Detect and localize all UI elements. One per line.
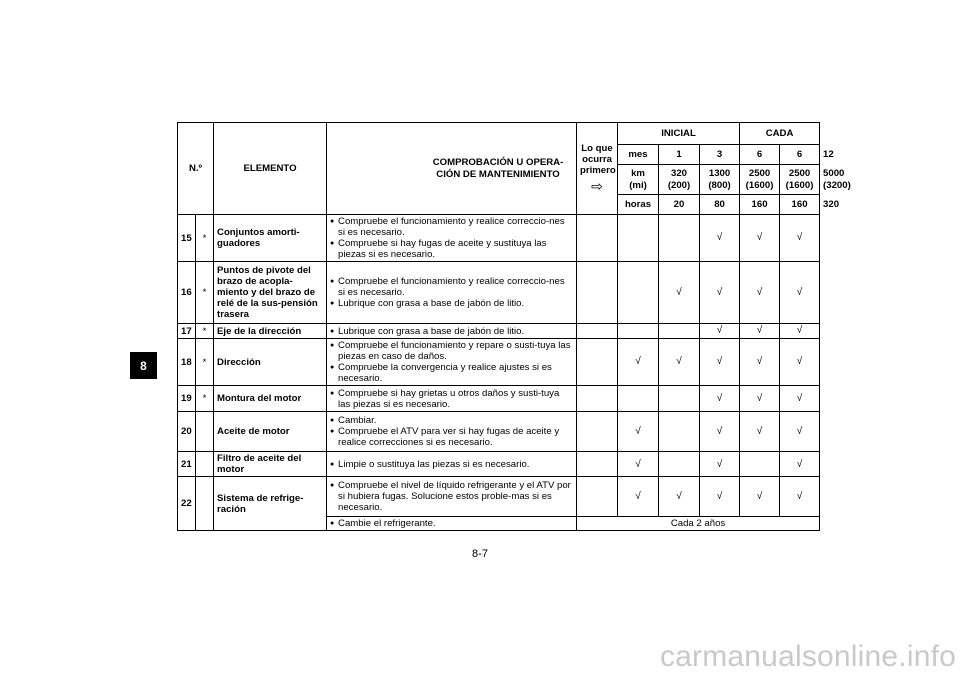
month-cell: 3 [700,145,740,165]
table-row [178,412,820,452]
check-mark: √ [618,452,659,477]
bullet-dot-icon: ● [330,389,335,397]
check-mark [659,215,700,262]
check-mark: √ [780,452,820,477]
row-star: * [196,262,214,324]
operation-text: Compruebe el ATV para ver si hay fugas de aceite y realice correcciones si es necesario. [338,426,560,449]
row-number: 17 [178,324,196,339]
bullet-dot-icon: ● [330,417,335,425]
row-blank [577,339,618,386]
operation-bullet [330,480,573,513]
row-item: Puntos de pivote del brazo de acopla-miento y del brazo de relé de la sus-pensión trasera [214,262,327,324]
km-cell: 320 (200) [659,165,700,195]
row-number: 18 [178,339,196,386]
row-item: Sistema de refrige-ración [214,477,327,531]
row-blank [577,412,618,452]
unit-km-label: km [631,168,645,180]
row-blank [577,262,618,324]
check-mark: √ [700,412,740,452]
row-blank [577,324,618,339]
operation-text: Cambie el refrigerante. [338,518,436,530]
check-mark: √ [700,215,740,262]
arrow-right-icon: ⇨ [591,178,603,194]
header-initial: INICIAL [618,123,740,145]
page-number: 8-7 [472,548,488,560]
bullet-dot-icon: ● [330,520,335,528]
bullet-dot-icon: ● [330,460,335,468]
row-operations [327,517,577,531]
check-mark: √ [700,452,740,477]
table-row [178,452,820,477]
operation-text: Compruebe la convergencia y realice ajustes si es necesario. [338,362,552,385]
unit-mi-label: (mi) [629,179,647,191]
maintenance-table: N.º ELEMENTO COMPROBACIÓN U OPERA-CIÓN DE MANTENIMIENTO Lo que ocurra primero ⇨ INICIAL CADA mes 1 3 6 6 12 km (mi) 320 (200) 1300 (800) 2500 (1600) 2500 (1600) 5000 (3200) horas 20 80 160 160 320 15 * Conjuntos amorti-guadores ● Compruebe el funcionamiento y realice correccio-nes si es necesario. ● Compruebe si hay fugas de aceite y sustituya las piezas si es necesario. √ √ √ 16 * Puntos de pivote del brazo de acopla-miento y del brazo de relé de la sus-pensión trasera ● Compruebe el funcionamiento y realice correccio-nes si es necesario. ● Lubrique con grasa a base de jabón de litio. √ √ √ √ 17 * Eje de la dirección ● Lubrique con grasa a base de jabón de litio. √ √ √ 18 * Dirección ● Compruebe el funcionamiento y repare o susti-tuya las piezas en caso de daños. ● Compruebe la convergencia y realice ajustes si es necesario. √ √ √ √ √ 19 * Montura del motor ● Compruebe si hay grietas u otros daños y susti-tuya las piezas si es necesario. √ √ √ 20 Aceite de motor ● Cambiar. ● Compruebe el ATV para ver si hay fugas de aceite y realice correcciones si es necesario. √ √ √ √ 21 Filtro de aceite del motor ● Limpie o sustituya las piezas si es necesario. √ √ √ 22 Sistema de refrige-ración ● Compruebe el nivel de líquido refrigerante y el ATV por si hubiera fugas. Solucione estos proble-mas si es necesario. √ √ √ √ √ ● Cambie el refrigerante. Cada 2 años [177,122,820,531]
row-number: 16 [178,262,196,324]
row-operations [327,262,577,324]
operation-text: Lubrique con grasa a base de jabón de litio. [338,298,525,310]
check-mark [659,324,700,339]
check-mark: √ [780,412,820,452]
check-mark [659,386,700,412]
operation-text: Compruebe si hay grietas u otros daños y susti-tuya las piezas si es necesario. [338,387,560,410]
operation-bullet [330,426,573,448]
check-mark: √ [740,262,780,324]
operation-text: Cambiar. [338,415,377,427]
section-tab: 8 [130,352,157,379]
header-every: CADA [740,123,820,145]
hours-cell: 80 [700,195,740,215]
operation-bullet [330,362,573,384]
row-star [196,452,214,477]
header-no: N.º [178,123,214,215]
operation-text: Limpie o sustituya las piezas si es necesario. [338,458,530,470]
check-mark [659,412,700,452]
km-cell: 1300 (800) [700,165,740,195]
operation-bullet [330,415,573,426]
row-star: * [196,215,214,262]
bullet-dot-icon: ● [330,278,335,286]
bullet-dot-icon: ● [330,482,335,490]
check-mark [618,262,659,324]
row-blank [577,215,618,262]
table-row [178,339,820,386]
bullet-dot-icon: ● [330,218,335,225]
operation-text: Compruebe si hay fugas de aceite y sustituya las piezas si es necesario. [338,238,547,261]
operation-text: Lubrique con grasa a base de jabón de litio. [338,325,525,337]
row-blank [577,477,618,517]
operation-text: Compruebe el nivel de líquido refrigerante y el ATV por si hubiera fugas. Solucione estos proble-mas si es necesario. [338,480,571,514]
operation-bullet [330,340,573,362]
row-item: Montura del motor [214,386,327,412]
check-mark: √ [618,477,659,517]
check-mark: √ [700,262,740,324]
check-mark: √ [740,215,780,262]
hours-cell: 160 [740,195,780,215]
check-mark [618,324,659,339]
operation-bullet [330,276,573,298]
hours-cell: 20 [659,195,700,215]
bullet-dot-icon: ● [330,342,335,350]
header-item: ELEMENTO [214,123,327,215]
check-mark: √ [700,324,740,339]
check-mark: √ [780,386,820,412]
operation-text: Compruebe el funcionamiento y realice correccio-nes si es necesario. [338,276,565,299]
operation-bullet [330,459,573,470]
check-mark: √ [780,262,820,324]
check-mark: √ [659,339,700,386]
operation-bullet [330,518,573,529]
bullet-dot-icon: ● [330,364,335,372]
interval-text: Cada 2 años [577,517,820,531]
check-mark [659,452,700,477]
row-star [196,412,214,452]
km-cell: 2500 (1600) [780,165,820,195]
check-mark: √ [740,339,780,386]
row-number: 22 [178,477,196,531]
check-mark: √ [740,386,780,412]
unit-km [618,165,659,195]
check-mark [740,452,780,477]
operation-text: Compruebe el funcionamiento y realice correccio-nes si es necesario. [338,216,565,239]
check-mark: √ [700,386,740,412]
check-mark: √ [618,339,659,386]
header-check-text: COMPROBACIÓN U OPERA-CIÓN DE MANTENIMIENTO [432,157,564,180]
header-whichever [577,123,618,215]
row-item: Eje de la dirección [214,324,327,339]
row-item: Dirección [214,339,327,386]
row-blank [577,452,618,477]
check-mark: √ [700,339,740,386]
table-row [178,215,820,262]
row-item: Filtro de aceite del motor [214,452,327,477]
table-row [178,386,820,412]
unit-hours: horas [618,195,659,215]
check-mark: √ [700,477,740,517]
check-mark [618,215,659,262]
row-star: * [196,324,214,339]
check-mark: √ [740,477,780,517]
check-mark: √ [780,477,820,517]
row-item: Conjuntos amorti-guadores [214,215,327,262]
row-operations [327,412,577,452]
operation-bullet [330,216,573,238]
bullet-dot-icon: ● [330,428,335,436]
row-star [196,477,214,531]
row-item: Aceite de motor [214,412,327,452]
check-mark: √ [740,412,780,452]
row-star: * [196,339,214,386]
bullet-dot-icon: ● [330,327,335,335]
table-row [178,477,820,517]
month-cell: 6 [780,145,820,165]
row-operations [327,386,577,412]
check-mark: √ [780,339,820,386]
row-number: 19 [178,386,196,412]
row-operations [327,339,577,386]
header-whichever-text: Lo que ocurra primero [580,142,616,176]
row-operations [327,324,577,339]
bullet-dot-icon: ● [330,240,335,248]
operation-bullet [330,326,573,337]
check-mark: √ [659,477,700,517]
table-row [178,262,820,324]
hours-cell: 160 [780,195,820,215]
row-operations [327,452,577,477]
operation-bullet [330,298,573,309]
operation-bullet [330,388,573,410]
table-row [178,324,820,339]
row-number: 21 [178,452,196,477]
check-mark: √ [780,215,820,262]
operation-text: Compruebe el funcionamiento y repare o susti-tuya las piezas en caso de daños. [338,340,571,363]
row-operations [327,477,577,517]
row-star: * [196,386,214,412]
check-mark: √ [618,412,659,452]
unit-month: mes [618,145,659,165]
row-number: 20 [178,412,196,452]
header-check [327,123,577,215]
check-mark: √ [780,324,820,339]
row-number: 15 [178,215,196,262]
month-cell: 1 [659,145,700,165]
row-operations [327,215,577,262]
month-cell: 6 [740,145,780,165]
watermark: carmanualsonline.info [659,640,956,673]
operation-bullet [330,238,573,260]
check-mark [618,386,659,412]
km-cell: 2500 (1600) [740,165,780,195]
row-blank [577,386,618,412]
check-mark: √ [659,262,700,324]
bullet-dot-icon: ● [330,300,335,308]
check-mark: √ [740,324,780,339]
